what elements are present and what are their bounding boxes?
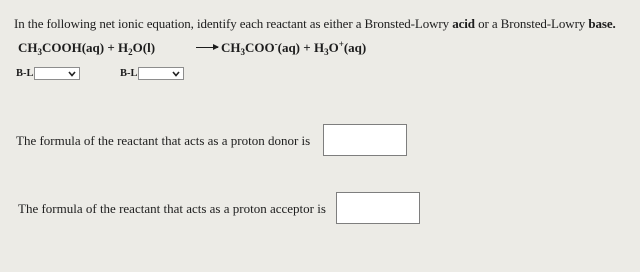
product-acetate: $CH_3COO^-(aq)$	[221, 39, 301, 57]
reaction-arrow-icon	[196, 47, 218, 48]
prompt-text-1: In the following net ionic equation, identify each reactant as either a Bronsted-Lowry	[14, 16, 453, 31]
reactant-acetic-acid: $CH_3COOH(aq)$	[18, 40, 105, 57]
bl-label-reactant1: B-L	[16, 68, 34, 79]
prompt-acid-word: acid	[452, 16, 475, 31]
prompt-base-word: base.	[588, 16, 616, 31]
chevron-down-icon	[68, 69, 76, 78]
equation-reactants	[18, 40, 155, 56]
chevron-down-icon	[172, 69, 180, 78]
question-prompt	[14, 16, 634, 32]
proton-donor-input[interactable]	[323, 124, 407, 156]
proton-acceptor-input[interactable]	[336, 192, 420, 224]
plus-sign: +	[300, 40, 314, 55]
plus-sign: +	[104, 40, 119, 55]
prompt-text-2: or a Bronsted-Lowry	[474, 16, 589, 31]
reactant-water: $H_2O(l)$	[118, 40, 156, 57]
reactant1-bl-select[interactable]	[34, 67, 80, 80]
reactant2-bl-select[interactable]	[138, 67, 184, 80]
bl-label-reactant2: B-L	[120, 68, 138, 79]
proton-donor-label: The formula of the reactant that acts as a proton donor is	[16, 133, 311, 148]
proton-acceptor-label: The formula of the reactant that acts as a proton acceptor is	[18, 201, 326, 216]
product-hydronium: $H_3O^+(aq)$	[313, 39, 367, 57]
equation-products	[221, 40, 366, 56]
